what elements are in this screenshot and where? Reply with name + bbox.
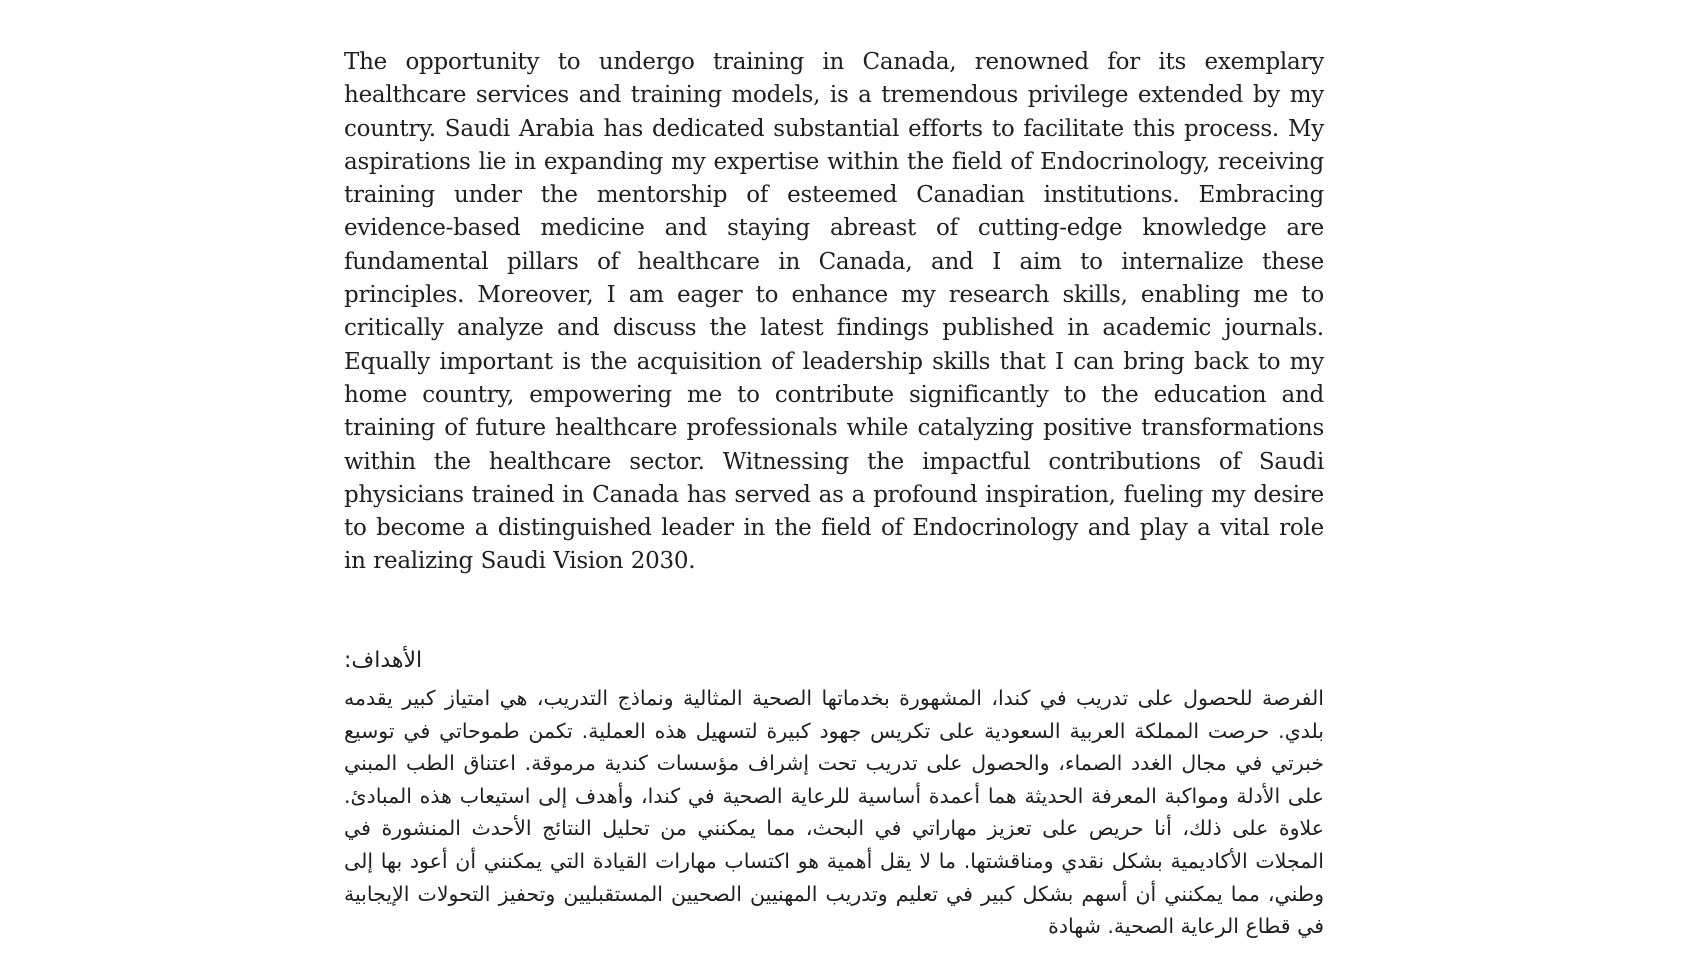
arabic-heading: الأهداف: [344,648,423,673]
arabic-paragraph: الفرصة للحصول على تدريب في كندا، المشهورة بخدماتها الصحية المثالية ونماذج التدريب، هي امتياز كبير يقدمه بلدي. حرصت المملكة العربية السعودية على تكريس جهود كبيرة لتسهيل هذه العملية. تكمن طموحاتي في توسيع خبرتي في مجال الغدد الصماء، والحصول على تدريب تحت إشراف مؤسسات كندية مرموقة. اعتناق الطب المبني على الأدلة ومواكبة المعرفة الحديثة هما أعمدة أساسية للرعاية الصحية في كندا، وأهدف إلى استيعاب هذه المبادئ. علاوة على ذلك، أنا حريص على تعزيز مهاراتي في البحث، مما يمكنني من تحليل النتائج الأحدث المنشورة في المجلات الأكاديمية بشكل نقدي ومناقشتها. ما لا يقل أهمية هو اكتساب مهارات القيادة التي يمكنني أن أعود بها إلى وطني، مما يمكنني أن أسهم بشكل كبير في تعليم وتدريب المهنيين الصحيين المستقبليين وتحفيز التحولات الإيجابية في قطاع الرعاية الصحية. شهادة [344,686,1324,939]
english-paragraph: The opportunity to undergo training in Canada, renowned for its exemplary healthcare services and training models, is a tremendous privilege extended by my country. Saudi Arabia has dedicated substantial efforts to facilitate this process. My aspirations lie in expanding my expertise within the field of Endocrinology, receiving training under the mentorship of esteemed Canadian institutions. Embracing evidence-based medicine and staying abreast of cutting-edge knowledge are fundamental pillars of healthcare in Canada, and I aim to internalize these principles. Moreover, I am eager to enhance my research skills, enabling me to critically analyze and discuss the latest findings published in academic journals. Equally important is the acquisition of leadership skills that I can bring back to my home country, empowering me to contribute significantly to the education and training of future healthcare professionals while catalyzing positive transformations within the healthcare sector. Witnessing the impactful contributions of Saudi physicians trained in Canada has served as a profound inspiration, fueling my desire to become a distinguished leader in the field of Endocrinology and play a vital role in realizing Saudi Vision 2030. [344,49,1324,575]
